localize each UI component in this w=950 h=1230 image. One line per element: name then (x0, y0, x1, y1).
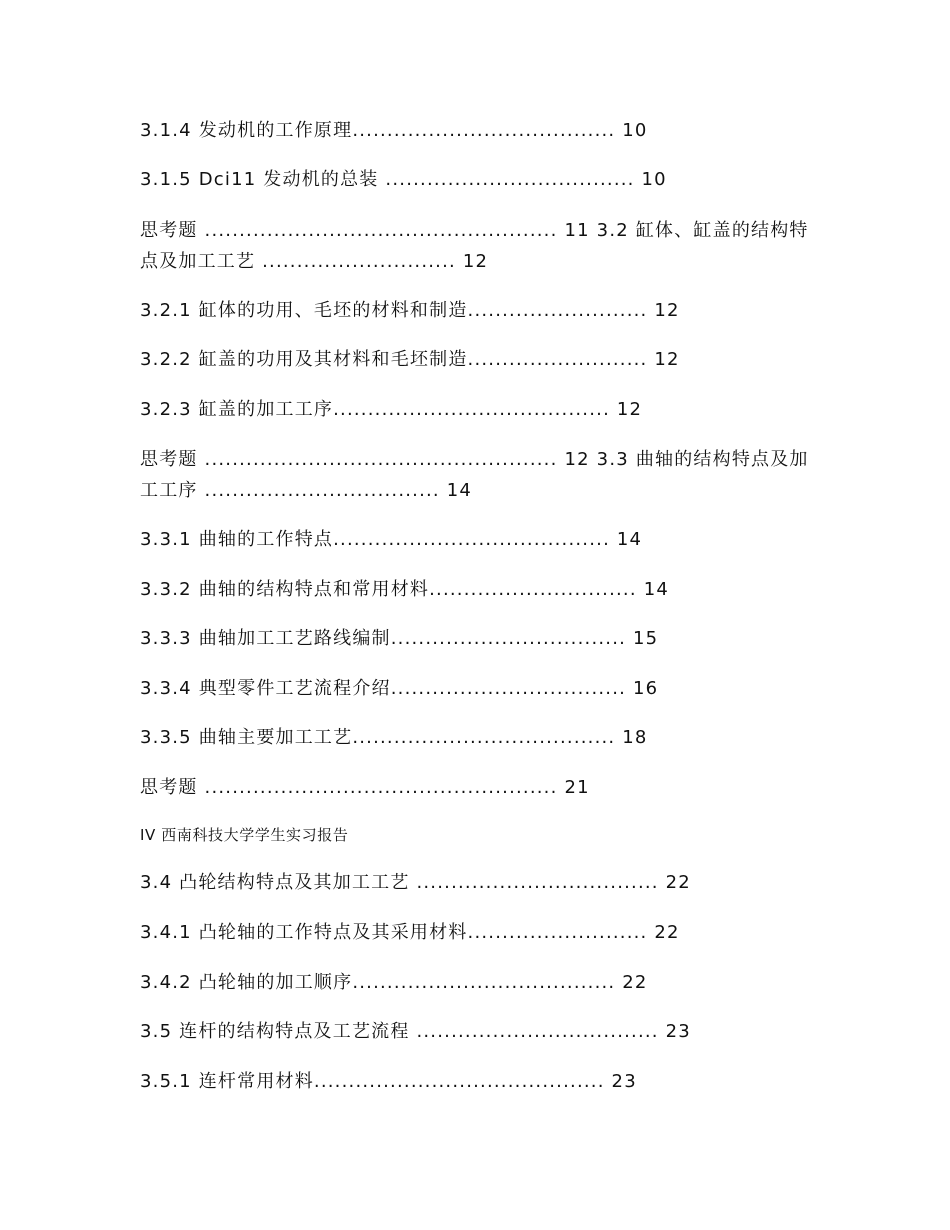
toc-entry-3-3-2: 3.3.2 曲轴的结构特点和常用材料.............................. 14 (140, 579, 669, 600)
page-header-school: IV 西南科技大学学生实习报告 (140, 826, 349, 844)
toc-entry-3-4-1: 3.4.1 凸轮轴的工作特点及其采用材料.......................... 22 (140, 922, 680, 943)
toc-entry-questions-3-3: 思考题 ................................................... 12 3.3 曲轴的结构特点及加工工序 .................................. 14 (140, 449, 809, 501)
toc-entry-3-5-1: 3.5.1 连杆常用材料.......................................... 23 (140, 1071, 637, 1092)
toc-entry-questions-3-2: 思考题 ................................................... 11 3.2 缸体、缸盖的结构特点及加工工艺 ............................ 12 (140, 220, 809, 272)
toc-entry-3-3-3: 3.3.3 曲轴加工工艺路线编制.................................. 15 (140, 628, 659, 649)
toc-entry-3-2-3: 3.2.3 缸盖的加工工序........................................ 12 (140, 399, 643, 420)
toc-entry-3-5: 3.5 连杆的结构特点及工艺流程 ................................... 23 (140, 1021, 691, 1042)
toc-entry-3-3-4: 3.3.4 典型零件工艺流程介绍.................................. 16 (140, 678, 659, 699)
toc-entry-3-3-5: 3.3.5 曲轴主要加工工艺...................................... 18 (140, 727, 648, 748)
toc-entry-3-4-2: 3.4.2 凸轮轴的加工顺序...................................... 22 (140, 972, 648, 993)
toc-entry-3-4: 3.4 凸轮结构特点及其加工工艺 ................................... 22 (140, 872, 691, 893)
toc-entry-3-2-1: 3.2.1 缸体的功用、毛坯的材料和制造.......................... 12 (140, 300, 680, 321)
toc-entry-3-1-5: 3.1.5 Dci11 发动机的总装 .................................... 10 (140, 169, 667, 190)
toc-entry-3-3-1: 3.3.1 曲轴的工作特点........................................ 14 (140, 529, 643, 550)
toc-entry-3-1-4: 3.1.4 发动机的工作原理...................................... 10 (140, 120, 648, 141)
toc-entry-questions-3: 思考题 ................................................... 21 (140, 777, 590, 798)
toc-entry-3-2-2: 3.2.2 缸盖的功用及其材料和毛坯制造.......................... 12 (140, 349, 680, 370)
